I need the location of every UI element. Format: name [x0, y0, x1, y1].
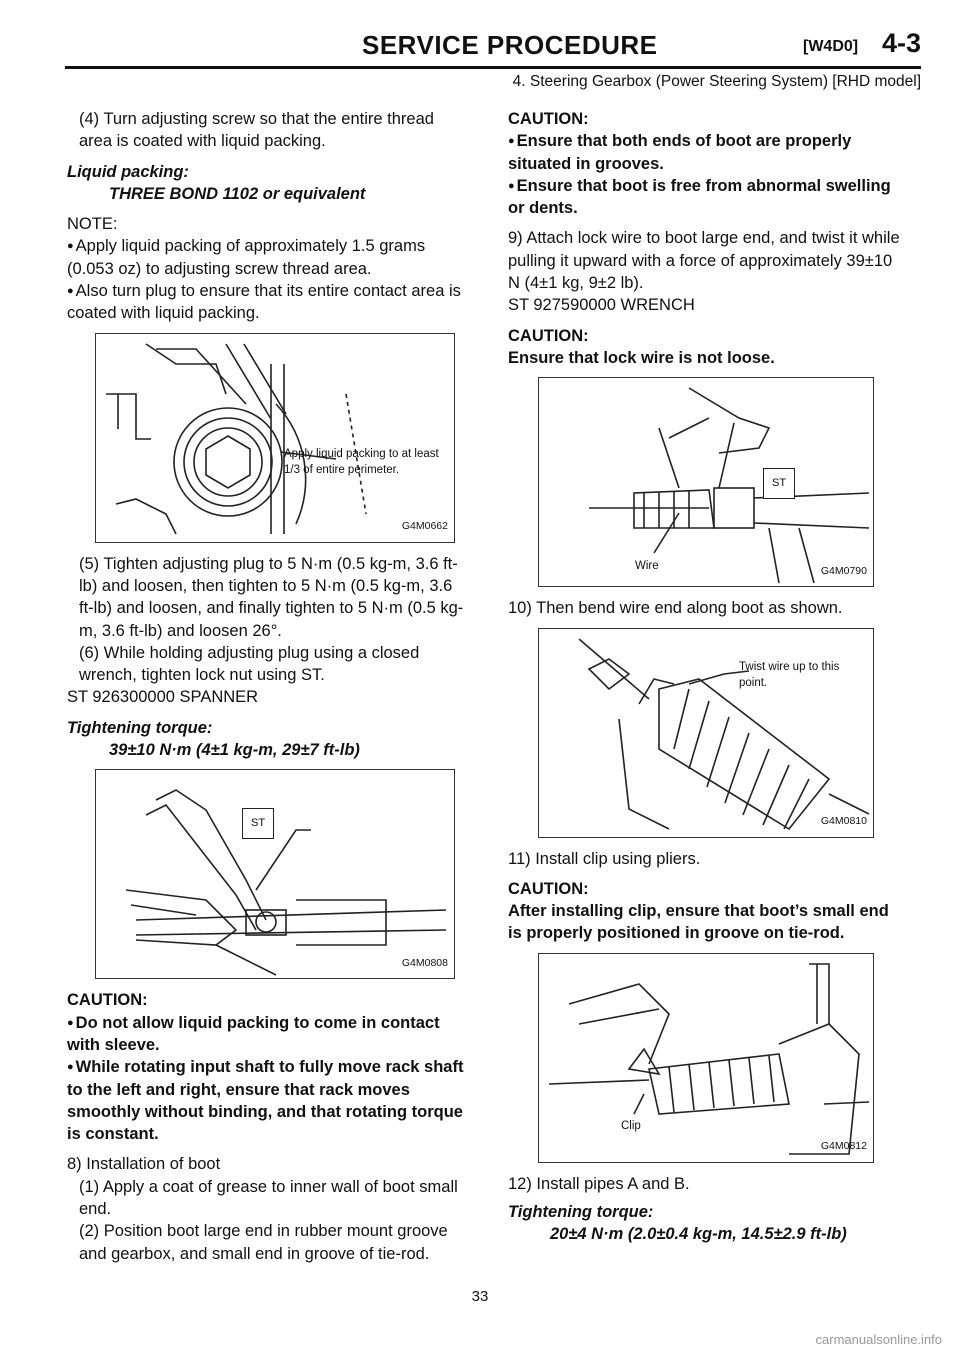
figure-label-st: ST — [763, 468, 795, 498]
caution-item-2: ● While rotating input shaft to fully move rack shaft to the left and right, ensure that rack moves smoothly without binding, and that rotating torque is constant. — [67, 1056, 465, 1145]
caution-label: CAUTION: — [508, 110, 589, 128]
header-code: [W4D0] — [803, 38, 859, 55]
special-tool-wrench: ST 927590000 WRENCH — [508, 296, 695, 315]
header-title: SERVICE PROCEDURE — [362, 30, 658, 60]
figure-caption: G4M0808 — [401, 957, 448, 970]
figure-label-twist-wire: Twist wire up to this point. — [739, 660, 840, 689]
caution-item-2: ● Ensure that boot is free from abnormal swelling or dents. — [508, 175, 906, 220]
tightening-torque-label: Tightening torque: — [508, 1203, 654, 1222]
figure-caption: G4M0812 — [820, 1140, 867, 1153]
figure-label-wire: Wire — [635, 560, 659, 573]
caution-label: CAUTION: — [508, 326, 589, 345]
tightening-torque-value: 20±4 N·m (2.0±0.4 kg-m, 14.5±2.9 ft-lb) — [550, 1225, 847, 1244]
liquid-packing-value: THREE BOND 1102 or equivalent — [109, 184, 366, 203]
caution-item-1: ● Ensure that both ends of boot are properly situated in grooves. — [508, 130, 906, 175]
figure-caption: G4M0790 — [820, 564, 867, 577]
figure-g4m0808 — [95, 769, 455, 979]
note-label: NOTE: — [67, 215, 118, 234]
page-number: 33 — [471, 1288, 489, 1305]
footer-watermark: carmanualsonline.info — [815, 1332, 942, 1347]
step-8-2-text: (2) Position boot large end in rubber mount groove and gearbox, and small end in groove of tie-rod. — [79, 1222, 448, 1263]
step-9-text: 9) Attach lock wire to boot large end, and twist it while pulling it upward with a force of approximately 39±10 N (4±1 kg, 9±2 lb). — [508, 229, 900, 293]
header-section: 4-3 — [881, 28, 921, 58]
header-subtitle: 4. Steering Gearbox (Power Steering System) [RHD model] — [512, 73, 921, 90]
figure-g4m0812 — [538, 953, 874, 1163]
lock-nut-wrench-illustration — [96, 770, 454, 978]
figure-g4m0790 — [538, 377, 874, 587]
note-item-2: ● Also turn plug to ensure that its entire contact area is coated with liquid packing. — [67, 280, 465, 325]
figure-caption: G4M0662 — [401, 520, 448, 533]
liquid-packing-label: Liquid packing: — [67, 162, 189, 181]
lock-wire-attach-illustration — [539, 378, 873, 586]
step-11-text: 11) Install clip using pliers. — [508, 849, 701, 868]
figure-g4m0662 — [95, 333, 455, 543]
tightening-torque-label: Tightening torque: — [67, 718, 213, 737]
caution-item-3: Ensure that lock wire is not loose. — [508, 348, 775, 367]
page-header — [65, 28, 921, 94]
caution-label: CAUTION: — [508, 879, 589, 898]
caution-item-4: After installing clip, ensure that boot’s small end is properly positioned in groove on tie-rod. — [508, 902, 889, 943]
right-column — [508, 108, 906, 1246]
step-8-text: 8) Installation of boot — [67, 1155, 221, 1174]
step-10-text: 10) Then bend wire end along boot as shown. — [508, 599, 843, 618]
figure-label-apply-packing: Apply liquid packing to at least 1/3 of entire perimeter. — [284, 447, 439, 476]
step-12-text: 12) Install pipes A and B. — [508, 1174, 690, 1193]
figure-g4m0810 — [538, 628, 874, 838]
step-8-1-text: (1) Apply a coat of grease to inner wall of boot small end. — [79, 1177, 458, 1219]
figure-caption: G4M0810 — [820, 815, 867, 828]
adjusting-plug-illustration — [96, 334, 454, 542]
figure-label-clip: Clip — [621, 1119, 641, 1132]
special-tool-spanner: ST 926300000 SPANNER — [67, 688, 259, 707]
step-5-text: (5) Tighten adjusting plug to 5 N·m (0.5 kg-m, 3.6 ft-lb) and loosen, then tighten to 5 N·m (0.5 kg-m, 3.6 ft-lb) and loosen, and finally tighten to 5 N·m (0.5 kg-m, 3.6 ft-lb) and loosen 26°. — [79, 554, 464, 640]
clip-install-illustration — [539, 954, 873, 1162]
note-item-1: ● Apply liquid packing of approximately 1.5 grams (0.053 oz) to adjusting screw thread area. — [67, 235, 465, 280]
caution-label: CAUTION: — [67, 991, 148, 1010]
left-column — [67, 108, 465, 1265]
header-rule — [65, 66, 921, 69]
figure-label-st: ST — [242, 808, 274, 838]
step-4-text: (4) Turn adjusting screw so that the entire thread area is coated with liquid packing. — [79, 110, 434, 151]
step-6-text: (6) While holding adjusting plug using a closed wrench, tighten lock nut using ST. — [79, 643, 420, 685]
tightening-torque-value: 39±10 N·m (4±1 kg-m, 29±7 ft-lb) — [109, 741, 360, 760]
caution-item-1: ● Do not allow liquid packing to come in contact with sleeve. — [67, 1012, 465, 1057]
